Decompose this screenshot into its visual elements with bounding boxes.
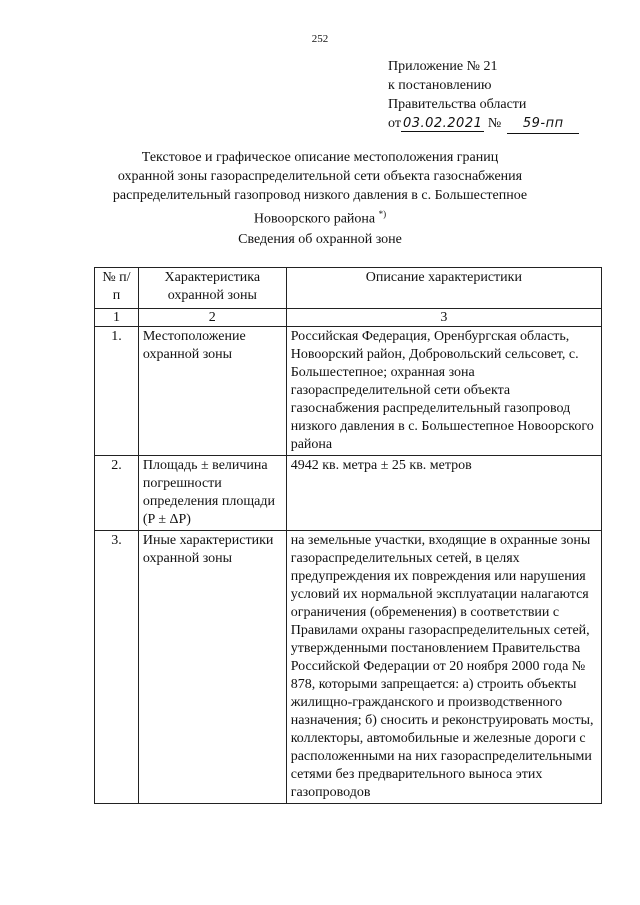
document-title — [100, 148, 540, 229]
row-description: 4942 кв. метра ± 25 кв. метров — [286, 456, 601, 531]
index-cell: 3 — [286, 309, 601, 327]
number-prefix: № — [487, 116, 502, 131]
row-number: 1. — [95, 327, 139, 456]
appendix-title: Приложение № 21 — [388, 59, 498, 74]
header-characteristic: Характеристика охранной зоны — [138, 268, 286, 309]
title-line-4-text: Новоорского района — [253, 211, 376, 227]
title-line-3: распределительный газопровод низкого давления в с. Большестепное — [112, 188, 528, 203]
row-characteristic: Местоположение охранной зоны — [138, 327, 286, 456]
row-number: 2. — [95, 456, 139, 531]
row-number: 3. — [95, 531, 139, 804]
zone-info-table — [94, 267, 602, 804]
section-subtitle: Сведения об охранной зоне — [238, 232, 402, 247]
appendix-line-3: Правительства области — [388, 97, 527, 112]
table-header-row — [95, 268, 602, 309]
row-characteristic: Площадь ± величина погрешности определения площади (P ± ΔP) — [138, 456, 286, 531]
title-line-2: охранной зоны газораспределительной сети объекта газоснабжения — [117, 169, 523, 184]
header-number: № п/п — [95, 268, 139, 309]
row-characteristic: Иные характеристики охранной зоны — [138, 531, 286, 804]
header-description: Описание характеристики — [286, 268, 601, 309]
title-line-4 — [100, 205, 540, 229]
handwritten-number: 59-пп — [507, 114, 579, 134]
date-prefix: от — [388, 116, 401, 131]
table-index-row — [95, 309, 602, 327]
index-cell: 2 — [138, 309, 286, 327]
table-row — [95, 327, 602, 456]
page-number: 252 — [311, 33, 329, 45]
title-line-1: Текстовое и графическое описание местоположения границ — [141, 150, 499, 165]
table-row — [95, 456, 602, 531]
appendix-date-line — [388, 114, 579, 134]
footnote-mark: *) — [378, 209, 387, 219]
handwritten-date: 03.02.2021 — [402, 116, 483, 131]
row-description: Российская Федерация, Оренбургская область, Новоорский район, Добровольский сельсовет, с. Большестепное; охранная зона газораспределительной сети объекта газоснабжения распределительный газопровод низкого давления в с. Большестепное Новоорского района — [286, 327, 601, 456]
table-row — [95, 531, 602, 804]
index-cell: 1 — [95, 309, 139, 327]
appendix-line-2: к постановлению — [388, 78, 492, 93]
appendix-block — [388, 57, 579, 134]
row-description: на земельные участки, входящие в охранные зоны газораспределительных сетей, в целях предупреждения их повреждения или нарушения условий их нормальной эксплуатации налагаются ограничения (обременения) в соответствии с Правилами охраны газораспределительных сетей, утвержденными постановлением Правительства Российской Федерации от 20 ноября 2000 года № 878, которыми запрещается: а) строить объекты жилищно-гражданского и производственного назначения; б) сносить и реконструировать мосты, коллекторы, автомобильные и железные дороги с расположенными на них газораспределительными сетями без предварительного выноса этих газопроводов — [286, 531, 601, 804]
